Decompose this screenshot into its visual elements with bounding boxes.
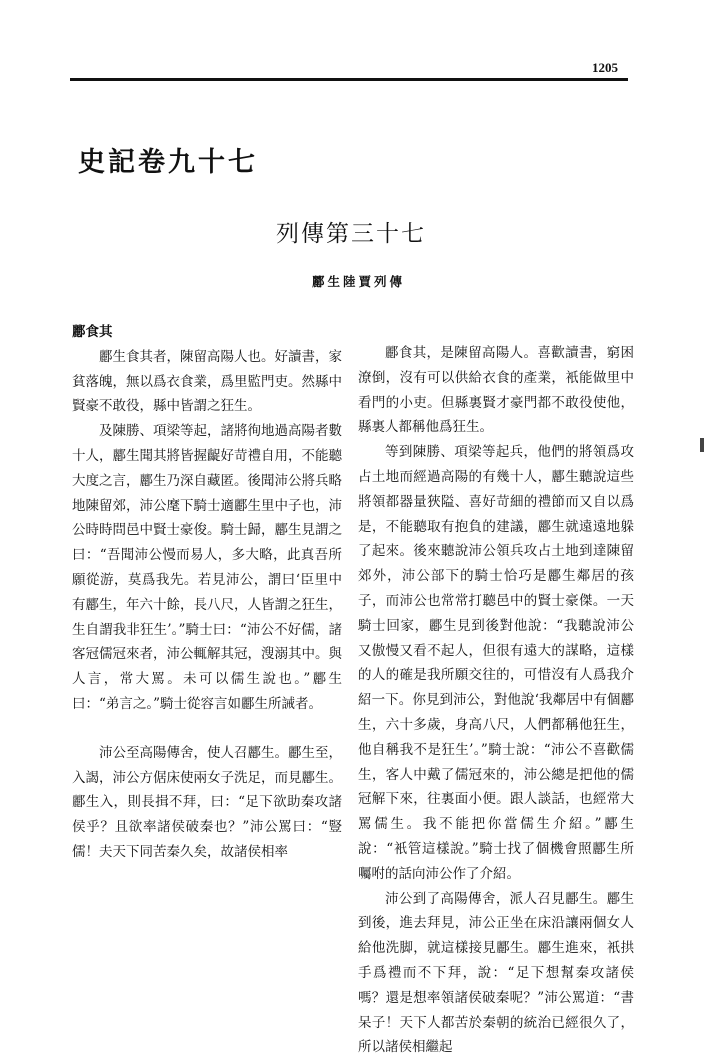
classical-paragraph: 沛公至高陽傳舍，使人召酈生。酈生至，入謁，沛公方倨床使兩女子洗足，而見酈生。酈生入，則長揖不拜，曰：“足下欲助秦攻諸侯乎？且欲率諸侯破秦也？”沛公罵曰：“豎儒！夫天下同苦秦久矣，故諸侯相率 [72, 744, 342, 860]
classical-paragraph: 酈生食其者，陳留高陽人也。好讀書，家貧落魄，無以爲衣食業，爲里監門吏。然縣中賢豪不敢役，縣中皆謂之狂生。 [72, 348, 342, 415]
chapter-subtitle: 酈生陸賈列傳 [312, 274, 406, 289]
translation-text-column [358, 341, 634, 1060]
header-rule [70, 78, 628, 81]
section-heading: 酈食其 [72, 324, 113, 340]
classical-paragraph: 及陳勝、項梁等起，諸將徇地過高陽者數十人，酈生聞其將皆握齪好苛禮自用，不能聽大度之言，酈生乃深自藏匿。後聞沛公將兵略地陳留郊，沛公麾下騎士適酈生里中子也，沛公時時問邑中賢士豪俊。騎士歸，酈生見謂之曰：“吾聞沛公慢而易人，多大略，此真吾所願從游，莫爲我先。若見沛公，謂曰‘臣里中有酈生，年六十餘，長八尺，人皆謂之狂生，生自謂我非狂生’。”騎士曰：“沛公不好儒，諸客冠儒冠來者，沛公輒解其冠，溲溺其中。與人言，常大罵。未可以儒生說也。”酈生曰：“弟言之。”騎士從容言如酈生所誡者。 [72, 423, 342, 712]
volume-title: 史記卷九十七 [78, 147, 258, 178]
translation-paragraph: 沛公到了高陽傳舍，派人召見酈生。酈生到後，進去拜見，沛公正坐在床沿讓兩個女人給他洗脚，就這樣接見酈生。酈生進來，衹拱手爲禮而不下拜，說：“足下想幫秦攻諸侯嗎？還是想率領諸侯破秦呢？”沛公罵道：“書呆子！天下人都苦於秦朝的統治已經很久了，所以諸侯相繼起 [358, 890, 634, 1056]
translation-paragraph: 等到陳勝、項梁等起兵，他們的將領爲攻占土地而經過高陽的有幾十人，酈生聽說這些將領都器量狹隘、喜好苛細的禮節而又自以爲是，不能聽取有抱負的建議，酈生就遠遠地躲了起來。後來聽說沛公領兵攻占土地到達陳留郊外，沛公部下的騎士恰巧是酈生鄰居的孩子，而沛公也常常打聽邑中的賢士豪傑。一天騎士回家，酈生見到後對他說：“我聽說沛公又傲慢又看不起人，但很有遠大的謀略，這樣的人的確是我所願交往的，可惜沒有人爲我介紹一下。你見到沛公，對他說‘我鄰居中有個酈生，六十多歲，身高八尺，人們都稱他狂生，他自稱我不是狂生’。”騎士說：“沛公不喜歡儒生，客人中戴了儒冠來的，沛公總是把他的儒冠解下來，往裏面小便。跟人談話，也經常大罵儒生。我不能把你當儒生介紹。”酈生說：“衹管這樣說。”騎士找了個機會照酈生所囑咐的話向沛公作了介紹。 [358, 444, 634, 882]
classical-text-column [72, 320, 342, 865]
translation-paragraph: 酈食其，是陳留高陽人。喜歡讀書，窮困潦倒，沒有可以供給衣食的產業，衹能做里中看門的小吏。但縣裏賢才豪門都不敢役使他，縣裏人都稱他爲狂生。 [358, 345, 634, 436]
chapter-title: 列傳第三十七 [276, 221, 426, 247]
paragraph-gap [72, 717, 342, 741]
scan-edge-mark [700, 438, 704, 452]
page-number: 1205 [592, 60, 618, 75]
